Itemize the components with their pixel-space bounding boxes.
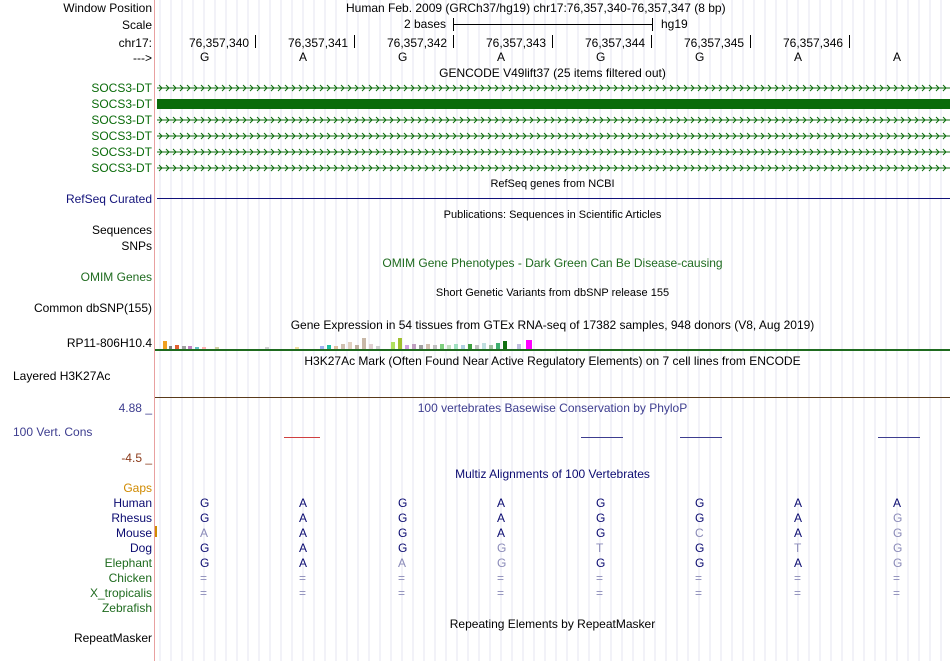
- aligned-base: G: [596, 556, 606, 570]
- position-tick: [354, 35, 355, 48]
- aligned-base: A: [299, 496, 308, 510]
- reference-base: A: [893, 50, 902, 64]
- position-tick: [849, 35, 850, 48]
- reference-base: G: [200, 50, 210, 64]
- window-position-label: Window Position: [63, 1, 152, 15]
- aligned-base: =: [398, 586, 406, 600]
- gtex-bar: [163, 341, 167, 349]
- aligned-base: =: [695, 571, 703, 585]
- species-label[interactable]: Mouse: [115, 526, 152, 540]
- gencode-transcript[interactable]: [157, 114, 950, 126]
- chrom-label: chr17:: [118, 36, 152, 50]
- gtex-bar: [503, 341, 507, 349]
- gencode-transcript[interactable]: [157, 82, 950, 94]
- gencode-transcript-label[interactable]: SOCS3-DT: [91, 97, 152, 111]
- position-tick-label: 76,357,340: [189, 36, 250, 50]
- cons-label[interactable]: 100 Vert. Cons: [13, 425, 93, 439]
- strand-arrow-label: --->: [133, 51, 152, 65]
- gap-marker: [155, 526, 157, 537]
- gtex-bar: [391, 342, 395, 349]
- aligned-base: A: [299, 526, 308, 540]
- omim-track-title[interactable]: OMIM Gene Phenotypes - Dark Green Can Be Disease-causing: [382, 256, 723, 270]
- assembly-label: hg19: [661, 17, 688, 31]
- gtex-label[interactable]: RP11-806H10.4: [66, 336, 152, 350]
- gencode-transcript-label[interactable]: SOCS3-DT: [91, 145, 152, 159]
- species-label[interactable]: Dog: [129, 541, 152, 555]
- aligned-base: =: [200, 571, 208, 585]
- aligned-base: =: [596, 586, 604, 600]
- aligned-base: G: [200, 541, 210, 555]
- species-label[interactable]: X_tropicalis: [89, 586, 152, 600]
- aligned-base: G: [200, 511, 210, 525]
- reference-base: A: [794, 50, 803, 64]
- aligned-base: G: [497, 556, 507, 570]
- aligned-base: A: [200, 526, 209, 540]
- gtex-bar: [526, 340, 532, 349]
- aligned-base: T: [596, 541, 604, 555]
- position-tick-label: 76,357,345: [684, 36, 745, 50]
- position-tick: [453, 35, 454, 48]
- gtex-bar: [398, 338, 402, 349]
- aligned-base: G: [200, 556, 210, 570]
- aligned-base: A: [497, 511, 506, 525]
- species-label[interactable]: Chicken: [108, 571, 152, 585]
- gaps-label: Gaps: [123, 481, 152, 495]
- aligned-base: A: [299, 541, 308, 555]
- aligned-base: G: [695, 496, 705, 510]
- sequences-label[interactable]: Sequences: [91, 223, 152, 237]
- aligned-base: =: [596, 571, 604, 585]
- position-tick-label: 76,357,343: [486, 36, 547, 50]
- aligned-base: A: [794, 511, 803, 525]
- gtex-track-title[interactable]: Gene Expression in 54 tissues from GTEx RNA-seq of 17382 samples, 948 donors (V8, Aug 2019): [290, 318, 815, 332]
- position-tick: [750, 35, 751, 48]
- phylop-positive-bar: [878, 437, 920, 438]
- refseq-label[interactable]: RefSeq Curated: [65, 192, 152, 206]
- aligned-base: A: [497, 526, 506, 540]
- dbsnp-label[interactable]: Common dbSNP(155): [33, 301, 152, 315]
- gtex-bars[interactable]: [155, 330, 950, 350]
- aligned-base: G: [893, 556, 903, 570]
- aligned-base: G: [893, 541, 903, 555]
- species-label[interactable]: Zebrafish: [101, 601, 152, 615]
- gencode-transcript[interactable]: [157, 130, 950, 142]
- repeatmasker-track-title[interactable]: Repeating Elements by RepeatMasker: [449, 617, 656, 631]
- window-position-title: Human Feb. 2009 (GRCh37/hg19) chr17:76,357,340-76,357,347 (8 bp): [346, 1, 726, 15]
- aligned-base: G: [596, 496, 606, 510]
- aligned-base: =: [299, 586, 307, 600]
- aligned-base: A: [794, 496, 803, 510]
- refseq-feature[interactable]: [157, 198, 950, 199]
- gtex-divider: [155, 349, 950, 351]
- aligned-base: T: [794, 541, 802, 555]
- scale-bar: [453, 24, 652, 25]
- aligned-base: =: [398, 571, 406, 585]
- aligned-base: =: [794, 571, 802, 585]
- aligned-base: =: [299, 571, 307, 585]
- gencode-transcript[interactable]: [157, 98, 950, 110]
- aligned-base: A: [794, 526, 803, 540]
- position-tick-label: 76,357,342: [387, 36, 448, 50]
- aligned-base: =: [497, 586, 505, 600]
- aligned-base: A: [497, 496, 506, 510]
- gtex-bar: [348, 342, 352, 349]
- aligned-base: =: [497, 571, 505, 585]
- gencode-transcript[interactable]: [157, 162, 950, 174]
- snps-label[interactable]: SNPs: [121, 239, 152, 253]
- omim-label[interactable]: OMIM Genes: [80, 270, 152, 284]
- dbsnp-track-title[interactable]: Short Genetic Variants from dbSNP release 155: [435, 287, 670, 299]
- h3k27ac-baseline: [155, 397, 950, 398]
- phylop-positive-bar: [581, 437, 623, 438]
- position-tick-label: 76,357,346: [783, 36, 844, 50]
- aligned-base: A: [893, 496, 902, 510]
- scale-bar-right: [652, 18, 653, 31]
- aligned-base: G: [398, 496, 408, 510]
- aligned-base: =: [794, 586, 802, 600]
- aligned-base: G: [398, 541, 408, 555]
- multiz-track-title[interactable]: Multiz Alignments of 100 Vertebrates: [455, 467, 650, 481]
- reference-base: A: [497, 50, 506, 64]
- aligned-base: =: [893, 571, 901, 585]
- gencode-track-title[interactable]: GENCODE V49lift37 (25 items filtered out): [439, 66, 666, 80]
- species-label[interactable]: Rhesus: [111, 511, 152, 525]
- aligned-base: A: [299, 556, 308, 570]
- scale-text: 2 bases: [404, 17, 447, 31]
- gencode-transcript[interactable]: [157, 146, 950, 158]
- position-tick: [651, 35, 652, 48]
- reference-base: A: [299, 50, 308, 64]
- gencode-transcript-label[interactable]: SOCS3-DT: [91, 161, 152, 175]
- h3k27ac-track-title[interactable]: H3K27Ac Mark (Often Found Near Active Regulatory Elements) on 7 cell lines from ENCODE: [304, 354, 801, 368]
- aligned-base: =: [200, 586, 208, 600]
- aligned-base: G: [893, 526, 903, 540]
- aligned-base: G: [893, 511, 903, 525]
- scale-bar-left: [453, 18, 454, 31]
- gencode-transcript-label[interactable]: SOCS3-DT: [91, 81, 152, 95]
- aligned-base: G: [398, 526, 408, 540]
- h3k27ac-label[interactable]: Layered H3K27Ac: [13, 369, 111, 383]
- refseq-track-title[interactable]: RefSeq genes from NCBI: [490, 178, 615, 190]
- reference-base: G: [695, 50, 705, 64]
- aligned-base: G: [200, 496, 210, 510]
- aligned-base: =: [695, 586, 703, 600]
- publications-track-title[interactable]: Publications: Sequences in Scientific Articles: [443, 209, 662, 221]
- phylop-track-title[interactable]: 100 vertebrates Basewise Conservation by PhyloP: [417, 401, 688, 415]
- cons-min-label: -4.5 _: [121, 451, 152, 465]
- reference-base: G: [596, 50, 606, 64]
- reference-base: G: [398, 50, 408, 64]
- position-tick: [552, 35, 553, 48]
- phylop-negative-bar: [284, 437, 320, 438]
- phylop-positive-bar: [680, 437, 722, 438]
- aligned-base: G: [497, 541, 507, 555]
- gencode-transcript-label[interactable]: SOCS3-DT: [91, 129, 152, 143]
- position-tick-label: 76,357,341: [288, 36, 349, 50]
- aligned-base: =: [893, 586, 901, 600]
- position-tick-label: 76,357,344: [585, 36, 646, 50]
- aligned-base: A: [299, 511, 308, 525]
- aligned-base: G: [695, 556, 705, 570]
- aligned-base: G: [695, 541, 705, 555]
- position-tick: [255, 35, 256, 48]
- species-label[interactable]: Human: [113, 496, 152, 510]
- aligned-base: G: [398, 511, 408, 525]
- aligned-base: A: [794, 556, 803, 570]
- aligned-base: G: [596, 511, 606, 525]
- species-label[interactable]: Elephant: [104, 556, 152, 570]
- gtex-bar: [362, 338, 366, 349]
- aligned-base: C: [695, 526, 704, 540]
- aligned-base: A: [398, 556, 407, 570]
- scale-label: Scale: [121, 18, 152, 32]
- cons-max-label: 4.88 _: [118, 401, 152, 415]
- gencode-transcript-label[interactable]: SOCS3-DT: [91, 113, 152, 127]
- repeatmasker-label[interactable]: RepeatMasker: [73, 631, 152, 645]
- aligned-base: G: [695, 511, 705, 525]
- aligned-base: G: [596, 526, 606, 540]
